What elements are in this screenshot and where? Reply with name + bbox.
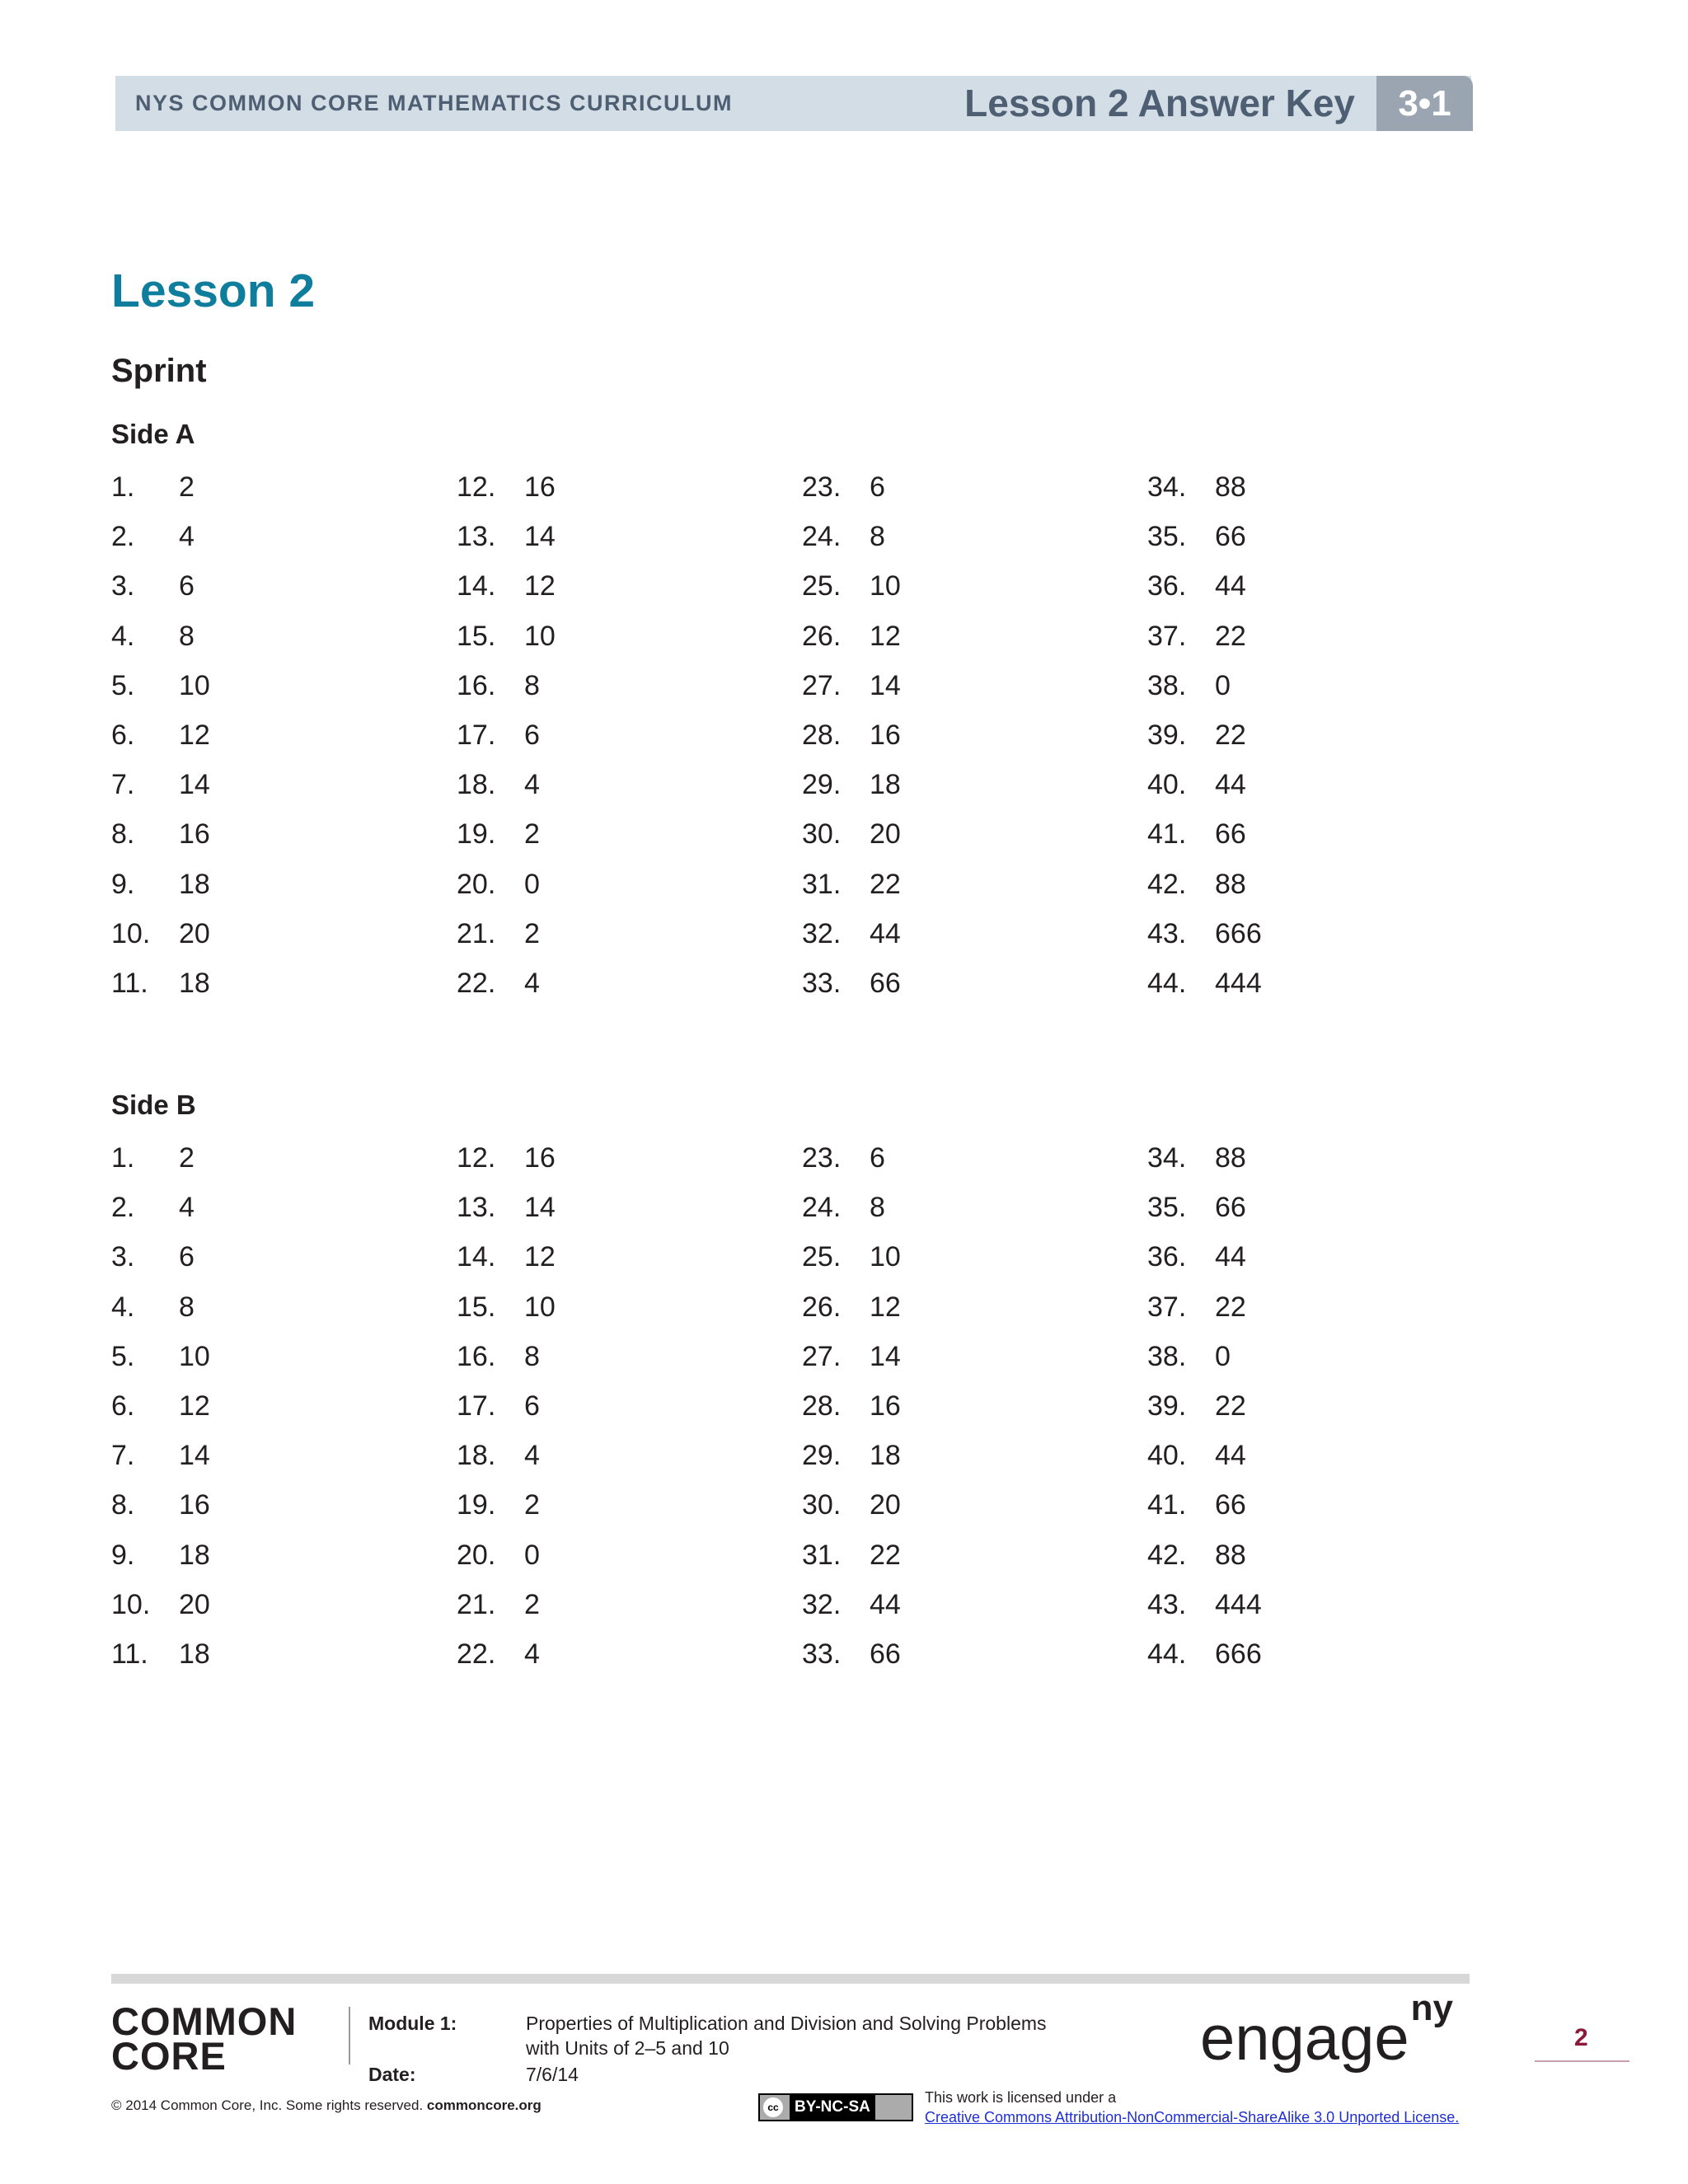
- answer-value: 10: [870, 1241, 901, 1273]
- answer-value: 12: [524, 1241, 556, 1273]
- module-title-line1: Properties of Multiplication and Division and Solving Problems: [526, 2013, 1047, 2034]
- answer-number: 4.: [111, 620, 135, 652]
- answer-value: 0: [524, 1539, 540, 1571]
- answer-value: 20: [870, 818, 901, 851]
- answer-number: 38.: [1147, 1340, 1187, 1372]
- answer-number: 27.: [802, 669, 842, 701]
- license-text: This work is licensed under a: [925, 2089, 1117, 2106]
- grade-module-badge: 3•1: [1376, 76, 1473, 131]
- answer-number: 26.: [802, 620, 842, 652]
- answer-number: 1.: [111, 471, 135, 503]
- answer-value: 88: [1215, 1142, 1246, 1174]
- answer-number: 35.: [1147, 1192, 1187, 1224]
- answer-number: 15.: [457, 620, 496, 652]
- answer-value: 66: [870, 1638, 901, 1670]
- answer-number: 21.: [457, 917, 496, 949]
- engage-word: engage: [1200, 2004, 1409, 2074]
- answer-value: 44: [870, 1588, 901, 1620]
- copyright-notice: [111, 2097, 542, 2114]
- answer-number: 22.: [457, 968, 496, 999]
- answer-value: 0: [524, 868, 540, 900]
- answer-number: 44.: [1147, 1638, 1187, 1670]
- answer-value: 16: [524, 1142, 556, 1174]
- answer-number: 7.: [111, 769, 135, 801]
- common-core-logo: [111, 1999, 298, 2078]
- curriculum-title: NYS COMMON CORE MATHEMATICS CURRICULUM: [135, 91, 733, 115]
- answer-number: 11.: [111, 1638, 148, 1670]
- cc-license-badge[interactable]: [758, 2093, 913, 2121]
- answer-number: 36.: [1147, 570, 1187, 602]
- answer-value: 22: [870, 1539, 901, 1571]
- date-value: 7/6/14: [526, 2064, 579, 2085]
- answer-number: 33.: [802, 1638, 842, 1670]
- footer-vertical-divider: [349, 2007, 350, 2064]
- answer-value: 8: [870, 1192, 885, 1224]
- answer-value: 8: [179, 620, 195, 652]
- answer-number: 10.: [111, 1588, 151, 1620]
- footer-divider: [111, 1974, 1470, 1984]
- answer-value: 66: [1215, 1192, 1246, 1224]
- answer-value: 6: [870, 1142, 885, 1174]
- side-a-label: Side A: [111, 419, 195, 449]
- answer-number: 42.: [1147, 1539, 1187, 1571]
- side-a-answers: [111, 471, 1512, 1015]
- answer-value: 4: [524, 968, 540, 999]
- answer-value: 10: [870, 570, 901, 602]
- answer-value: 20: [870, 1489, 901, 1521]
- answer-number: 38.: [1147, 669, 1187, 701]
- logo-line-common: COMMON: [111, 1999, 298, 2043]
- answer-number: 28.: [802, 719, 842, 751]
- answer-value: 44: [1215, 769, 1246, 801]
- answer-value: 18: [179, 1539, 210, 1571]
- answer-number: 13.: [457, 521, 496, 553]
- answer-number: 34.: [1147, 471, 1187, 503]
- answer-number: 11.: [111, 968, 148, 999]
- answer-value: 22: [1215, 620, 1246, 652]
- answer-number: 41.: [1147, 1489, 1187, 1521]
- page-number: 2: [1574, 2024, 1588, 2051]
- answer-value: 444: [1215, 1588, 1262, 1620]
- answer-number: 30.: [802, 1489, 842, 1521]
- answer-number: 2.: [111, 521, 135, 553]
- answer-number: 29.: [802, 769, 842, 801]
- answer-value: 4: [524, 1638, 540, 1670]
- answer-value: 66: [870, 968, 901, 999]
- answer-number: 33.: [802, 968, 842, 999]
- answer-value: 4: [179, 521, 195, 553]
- answer-number: 19.: [457, 818, 496, 851]
- answer-number: 41.: [1147, 818, 1187, 851]
- answer-number: 40.: [1147, 1440, 1187, 1472]
- answer-number: 23.: [802, 471, 842, 503]
- answer-number: 7.: [111, 1440, 135, 1472]
- answer-number: 12.: [457, 471, 496, 503]
- answer-value: 2: [524, 1489, 540, 1521]
- module-title-line2: with Units of 2–5 and 10: [526, 2037, 729, 2059]
- answer-value: 2: [524, 818, 540, 851]
- answer-value: 8: [524, 669, 540, 701]
- answer-value: 12: [870, 620, 901, 652]
- answer-number: 4.: [111, 1291, 135, 1323]
- answer-value: 16: [179, 818, 210, 851]
- answer-value: 10: [524, 620, 556, 652]
- cc-icon: cc: [763, 2097, 783, 2117]
- answer-number: 18.: [457, 1440, 496, 1472]
- answer-number: 15.: [457, 1291, 496, 1323]
- logo-line-core: CORE: [111, 2034, 227, 2078]
- copyright-text: © 2014 Common Core, Inc. Some rights reserved.: [111, 2097, 424, 2113]
- answer-value: 22: [1215, 1390, 1246, 1422]
- engageny-logo: [1200, 1987, 1453, 2074]
- answer-value: 6: [179, 570, 195, 602]
- answer-value: 14: [179, 1440, 210, 1472]
- answer-value: 20: [179, 1588, 210, 1620]
- answer-number: 17.: [457, 1390, 496, 1422]
- date-label: Date:: [368, 2064, 416, 2085]
- answer-value: 88: [1215, 868, 1246, 900]
- ny-superscript: ny: [1410, 1987, 1453, 2028]
- answer-number: 9.: [111, 1539, 135, 1571]
- answer-value: 6: [179, 1241, 195, 1273]
- answer-value: 18: [179, 868, 210, 900]
- answer-value: 66: [1215, 818, 1246, 851]
- answer-number: 20.: [457, 1539, 496, 1571]
- answer-number: 18.: [457, 769, 496, 801]
- answer-value: 4: [524, 769, 540, 801]
- answer-number: 31.: [802, 1539, 842, 1571]
- answer-value: 14: [870, 1340, 901, 1372]
- answer-number: 44.: [1147, 968, 1187, 999]
- answer-number: 27.: [802, 1340, 842, 1372]
- answer-number: 37.: [1147, 620, 1187, 652]
- answer-value: 20: [179, 917, 210, 949]
- answer-number: 3.: [111, 1241, 135, 1273]
- answer-value: 88: [1215, 471, 1246, 503]
- license-link[interactable]: Creative Commons Attribution-NonCommercial-ShareAlike 3.0 Unported License.: [925, 2109, 1460, 2125]
- answer-value: 2: [524, 917, 540, 949]
- answer-number: 9.: [111, 868, 135, 900]
- answer-value: 2: [524, 1588, 540, 1620]
- answer-number: 8.: [111, 1489, 135, 1521]
- answer-number: 30.: [802, 818, 842, 851]
- answer-value: 6: [524, 719, 540, 751]
- module-label: Module 1:: [368, 2013, 457, 2034]
- answer-value: 22: [1215, 719, 1246, 751]
- answer-number: 34.: [1147, 1142, 1187, 1174]
- answer-value: 6: [870, 471, 885, 503]
- answer-number: 36.: [1147, 1241, 1187, 1273]
- answer-number: 43.: [1147, 917, 1187, 949]
- answer-number: 21.: [457, 1588, 496, 1620]
- answer-value: 14: [524, 521, 556, 553]
- answer-number: 31.: [802, 868, 842, 900]
- answer-number: 16.: [457, 669, 496, 701]
- answer-number: 22.: [457, 1638, 496, 1670]
- answer-number: 24.: [802, 1192, 842, 1224]
- answer-number: 2.: [111, 1192, 135, 1224]
- answer-value: 18: [179, 968, 210, 999]
- answer-number: 6.: [111, 1390, 135, 1422]
- answer-value: 22: [870, 868, 901, 900]
- answer-number: 1.: [111, 1142, 135, 1174]
- answer-value: 44: [870, 917, 901, 949]
- answer-number: 16.: [457, 1340, 496, 1372]
- side-b-label: Side B: [111, 1090, 196, 1120]
- answer-number: 32.: [802, 1588, 842, 1620]
- answer-number: 43.: [1147, 1588, 1187, 1620]
- answer-key-title: Lesson 2 Answer Key: [964, 82, 1355, 124]
- answer-number: 40.: [1147, 769, 1187, 801]
- answer-value: 14: [524, 1192, 556, 1224]
- copyright-site: commoncore.org: [426, 2097, 542, 2113]
- answer-number: 24.: [802, 521, 842, 553]
- answer-value: 2: [179, 471, 195, 503]
- answer-value: 0: [1215, 669, 1231, 701]
- answer-value: 12: [524, 570, 556, 602]
- answer-number: 12.: [457, 1142, 496, 1174]
- answer-value: 16: [870, 1390, 901, 1422]
- answer-value: 18: [179, 1638, 210, 1670]
- answer-value: 66: [1215, 521, 1246, 553]
- answer-value: 10: [179, 669, 210, 701]
- answer-number: 19.: [457, 1489, 496, 1521]
- answer-number: 32.: [802, 917, 842, 949]
- answer-number: 23.: [802, 1142, 842, 1174]
- answer-value: 14: [179, 769, 210, 801]
- answer-number: 25.: [802, 570, 842, 602]
- answer-value: 666: [1215, 917, 1262, 949]
- section-title: Sprint: [111, 353, 207, 389]
- answer-value: 0: [1215, 1340, 1231, 1372]
- answer-value: 14: [870, 669, 901, 701]
- answer-value: 4: [179, 1192, 195, 1224]
- answer-value: 16: [870, 719, 901, 751]
- answer-value: 18: [870, 1440, 901, 1472]
- side-b-answers: [111, 1142, 1512, 1686]
- answer-value: 44: [1215, 1241, 1246, 1273]
- answer-number: 26.: [802, 1291, 842, 1323]
- answer-value: 12: [179, 1390, 210, 1422]
- answer-number: 10.: [111, 917, 151, 949]
- page-number-rule: [1535, 2060, 1629, 2062]
- answer-value: 10: [179, 1340, 210, 1372]
- answer-number: 28.: [802, 1390, 842, 1422]
- answer-number: 20.: [457, 868, 496, 900]
- answer-value: 2: [179, 1142, 195, 1174]
- cc-badge-label: BY-NC-SA: [790, 2095, 875, 2120]
- answer-value: 18: [870, 769, 901, 801]
- answer-number: 3.: [111, 570, 135, 602]
- answer-number: 25.: [802, 1241, 842, 1273]
- answer-number: 14.: [457, 570, 496, 602]
- answer-number: 14.: [457, 1241, 496, 1273]
- answer-value: 66: [1215, 1489, 1246, 1521]
- answer-value: 10: [524, 1291, 556, 1323]
- answer-value: 44: [1215, 1440, 1246, 1472]
- answer-value: 12: [179, 719, 210, 751]
- answer-value: 44: [1215, 570, 1246, 602]
- answer-value: 8: [870, 521, 885, 553]
- answer-value: 16: [524, 471, 556, 503]
- answer-number: 42.: [1147, 868, 1187, 900]
- answer-value: 16: [179, 1489, 210, 1521]
- answer-number: 39.: [1147, 1390, 1187, 1422]
- answer-value: 8: [179, 1291, 195, 1323]
- answer-number: 39.: [1147, 719, 1187, 751]
- answer-value: 88: [1215, 1539, 1246, 1571]
- answer-number: 37.: [1147, 1291, 1187, 1323]
- answer-value: 444: [1215, 968, 1262, 999]
- answer-value: 22: [1215, 1291, 1246, 1323]
- answer-number: 35.: [1147, 521, 1187, 553]
- lesson-title: Lesson 2: [111, 265, 316, 317]
- answer-value: 12: [870, 1291, 901, 1323]
- answer-number: 29.: [802, 1440, 842, 1472]
- answer-number: 17.: [457, 719, 496, 751]
- answer-number: 5.: [111, 669, 135, 701]
- answer-number: 5.: [111, 1340, 135, 1372]
- answer-number: 13.: [457, 1192, 496, 1224]
- answer-value: 8: [524, 1340, 540, 1372]
- answer-number: 6.: [111, 719, 135, 751]
- answer-number: 8.: [111, 818, 135, 851]
- answer-value: 666: [1215, 1638, 1262, 1670]
- answer-value: 6: [524, 1390, 540, 1422]
- answer-value: 4: [524, 1440, 540, 1472]
